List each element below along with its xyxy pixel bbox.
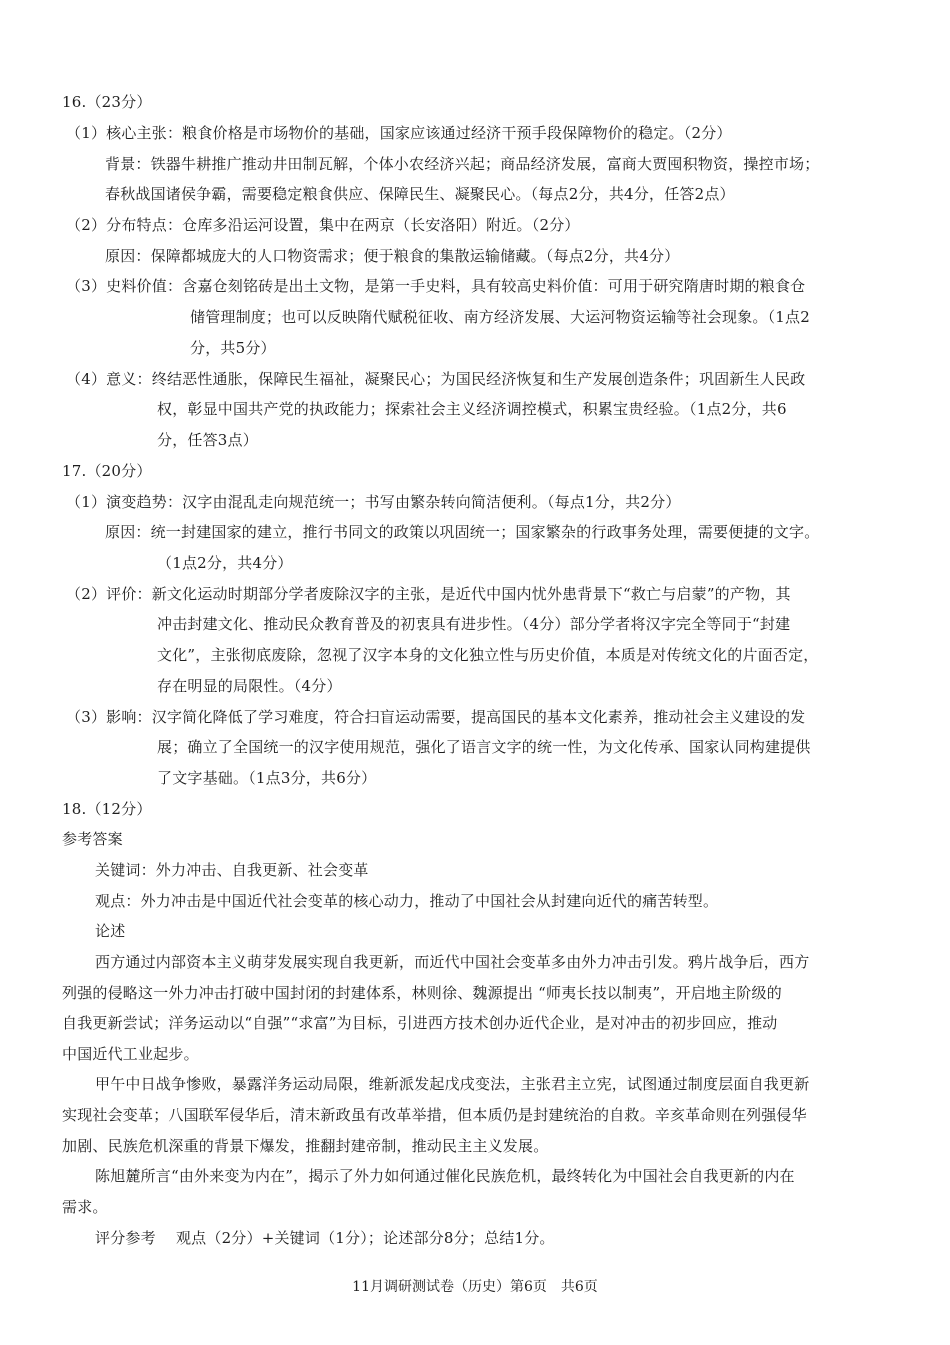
q17-part2-line: 文化”，主张彻底废除，忽视了汉字本身的文化独立性与历史价值，本质是对传统文化的片面否定， — [157, 646, 819, 664]
q17-heading: 17.（20分） — [62, 462, 152, 480]
q17-part1-line: （1）演变趋势：汉字由混乱走向规范统一；书写由繁杂转向简洁便利。（每点1分，共2分） — [66, 493, 681, 511]
q16-part1-line: 春秋战国诸侯争霸，需要稳定粮食供应、保障民生、凝聚民心。（每点2分，共4分，任答2点） — [105, 185, 735, 203]
page-footer: 11月调研测试卷（历史）第6页 共6页 — [352, 1279, 598, 1295]
q18-paragraph-line: 实现社会变革；八国联军侵华后，清末新政虽有改革举措，但本质仍是封建统治的自救。辛亥革命则在列强侵华 — [62, 1106, 807, 1124]
q17-part2-line: （2）评价：新文化运动时期部分学者废除汉字的主张，是近代中国内忧外患背景下“救亡与启蒙”的产物，其 — [66, 585, 791, 603]
q16-part4-line: 权，彰显中国共产党的执政能力；探索社会主义经济调控模式，积累宝贵经验。（1点2分，共6 — [157, 400, 787, 418]
q18-paragraph-line: 甲午中日战争惨败，暴露洋务运动局限，维新派发起戊戌变法，主张君主立宪，试图通过制度层面自我更新 — [95, 1075, 810, 1093]
q18-keywords: 关键词：外力冲击、自我更新、社会变革 — [95, 861, 369, 879]
q16-part3-line: （3）史料价值：含嘉仓刻铭砖是出土文物，是第一手史料，具有较高史料价值：可用于研究隋唐时期的粮食仓 — [66, 277, 806, 295]
q16-part1-line: 背景：铁器牛耕推广推动井田制瓦解，个体小农经济兴起；商品经济发展，富商大贾囤积物资，操控市场； — [105, 155, 820, 173]
q18-heading: 18.（12分） — [62, 800, 152, 818]
q16-part3-line: 分，共5分） — [190, 339, 276, 357]
q16-part2-line: 原因：保障都城庞大的人口物资需求；便于粮食的集散运输储藏。（每点2分，共4分） — [105, 247, 680, 265]
q18-reference-title: 参考答案 — [62, 830, 123, 848]
q18-paragraph-line: 西方通过内部资本主义萌芽发展实现自我更新，而近代中国社会变革多由外力冲击引发。鸦片战争后，西方 — [95, 953, 810, 971]
q17-part3-line: （3）影响：汉字简化降低了学习难度，符合扫盲运动需要，提高国民的基本文化素养，推动社会主义建设的发 — [66, 708, 806, 726]
q18-paragraph-line: 列强的侵略这一外力冲击打破中国封闭的封建体系，林则徐、魏源提出 “师夷长技以制夷”，开启地主阶级的 — [62, 984, 782, 1002]
q18-paragraph-line: 需求。 — [62, 1198, 108, 1216]
q17-part1-line: （1点2分，共4分） — [157, 554, 293, 572]
q17-part1-line: 原因：统一封建国家的建立，推行书同文的政策以巩固统一；国家繁杂的行政事务处理，需要便捷的文字。 — [105, 523, 820, 541]
q17-part3-line: 展；确立了全国统一的汉字使用规范，强化了语言文字的统一性，为文化传承、国家认同构建提供 — [157, 738, 811, 756]
q18-paragraph-line: 加剧、民族危机深重的背景下爆发，推翻封建帝制，推动民主主义发展。 — [62, 1137, 549, 1155]
q18-paragraph-line: 自我更新尝试；洋务运动以“自强”“求富”为目标，引进西方技术创办近代企业，是对冲击的初步回应，推动 — [62, 1014, 778, 1032]
q18-paragraph-line: 中国近代工业起步。 — [62, 1045, 199, 1063]
q16-part1-line: （1）核心主张：粮食价格是市场物价的基础，国家应该通过经济干预手段保障物价的稳定。（2分） — [66, 124, 732, 142]
q17-part3-line: 了文字基础。（1点3分，共6分） — [157, 769, 377, 787]
q18-paragraph-line: 陈旭麓所言“由外来变为内在”，揭示了外力如何通过催化民族危机，最终转化为中国社会自我更新的内在 — [95, 1167, 795, 1185]
q18-viewpoint: 观点：外力冲击是中国近代社会变革的核心动力，推动了中国社会从封建向近代的痛苦转型。 — [95, 892, 719, 910]
q18-discussion-title: 论述 — [95, 922, 126, 940]
q18-scoring-reference: 评分参考 观点（2分）+关键词（1分）；论述部分8分；总结1分。 — [95, 1229, 555, 1247]
q16-part4-line: 分，任答3点） — [157, 431, 258, 449]
q16-heading: 16.（23分） — [62, 93, 152, 111]
q16-part3-line: 储管理制度；也可以反映隋代赋税征收、南方经济发展、大运河物资运输等社会现象。（1点2 — [190, 308, 810, 326]
q16-part4-line: （4）意义：终结恶性通胀，保障民生福祉，凝聚民心；为国民经济恢复和生产发展创造条件；巩固新生人民政 — [66, 370, 806, 388]
q16-part2-line: （2）分布特点：仓库多沿运河设置，集中在两京（长安洛阳）附近。（2分） — [66, 216, 580, 234]
q17-part2-line: 冲击封建文化、推动民众教育普及的初衷具有进步性。（4分）部分学者将汉字完全等同于“封建 — [157, 615, 791, 633]
q17-part2-line: 存在明显的局限性。（4分） — [157, 677, 342, 695]
